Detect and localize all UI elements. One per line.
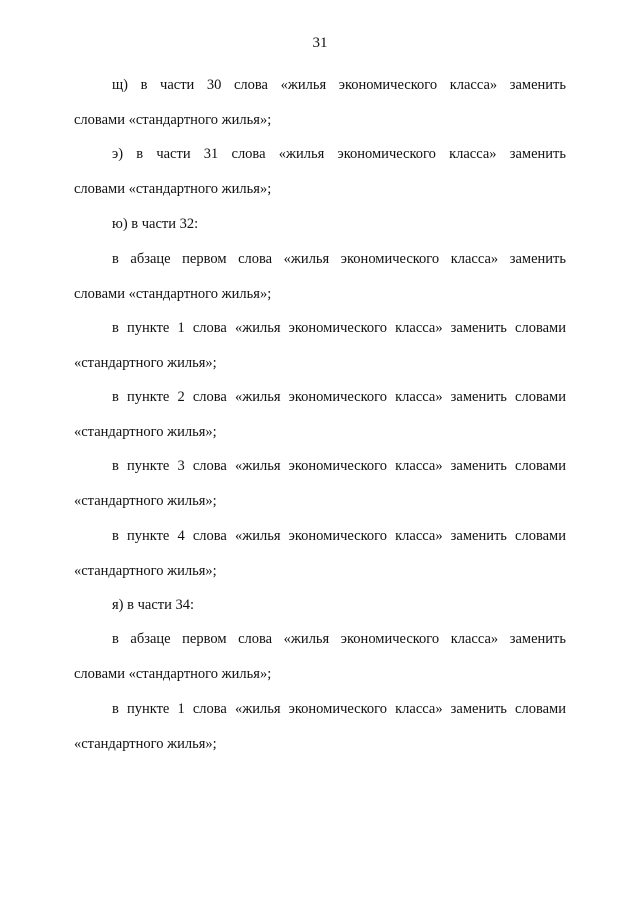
- paragraph-line: в абзаце первом слова «жилья экономического класса» заменить: [112, 631, 566, 647]
- paragraph-line: «стандартного жилья»;: [74, 563, 217, 579]
- paragraph-line: словами «стандартного жилья»;: [74, 286, 272, 302]
- paragraph-line: в пункте 1 слова «жилья экономического класса» заменить словами: [112, 320, 566, 336]
- paragraph-line: «стандартного жилья»;: [74, 493, 217, 509]
- paragraph-line: «стандартного жилья»;: [74, 736, 217, 752]
- paragraph-line: словами «стандартного жилья»;: [74, 181, 272, 197]
- paragraph-line: в абзаце первом слова «жилья экономического класса» заменить: [112, 251, 566, 267]
- page-number: 31: [312, 35, 328, 51]
- paragraph-line: в пункте 4 слова «жилья экономического класса» заменить словами: [112, 528, 566, 544]
- paragraph-line: ю) в части 32:: [112, 216, 199, 232]
- paragraph-line: в пункте 2 слова «жилья экономического класса» заменить словами: [112, 389, 566, 405]
- paragraph-line: в пункте 3 слова «жилья экономического класса» заменить словами: [112, 458, 566, 474]
- paragraph-line: в пункте 1 слова «жилья экономического класса» заменить словами: [112, 701, 566, 717]
- paragraph-line: «стандартного жилья»;: [74, 355, 217, 371]
- paragraph-line: я) в части 34:: [112, 597, 195, 613]
- paragraph-line: э) в части 31 слова «жилья экономического класса» заменить: [112, 146, 566, 162]
- paragraph-line: щ) в части 30 слова «жилья экономического класса» заменить: [112, 77, 566, 93]
- paragraph-line: «стандартного жилья»;: [74, 424, 217, 440]
- paragraph-line: словами «стандартного жилья»;: [74, 112, 272, 128]
- paragraph-line: словами «стандартного жилья»;: [74, 666, 272, 682]
